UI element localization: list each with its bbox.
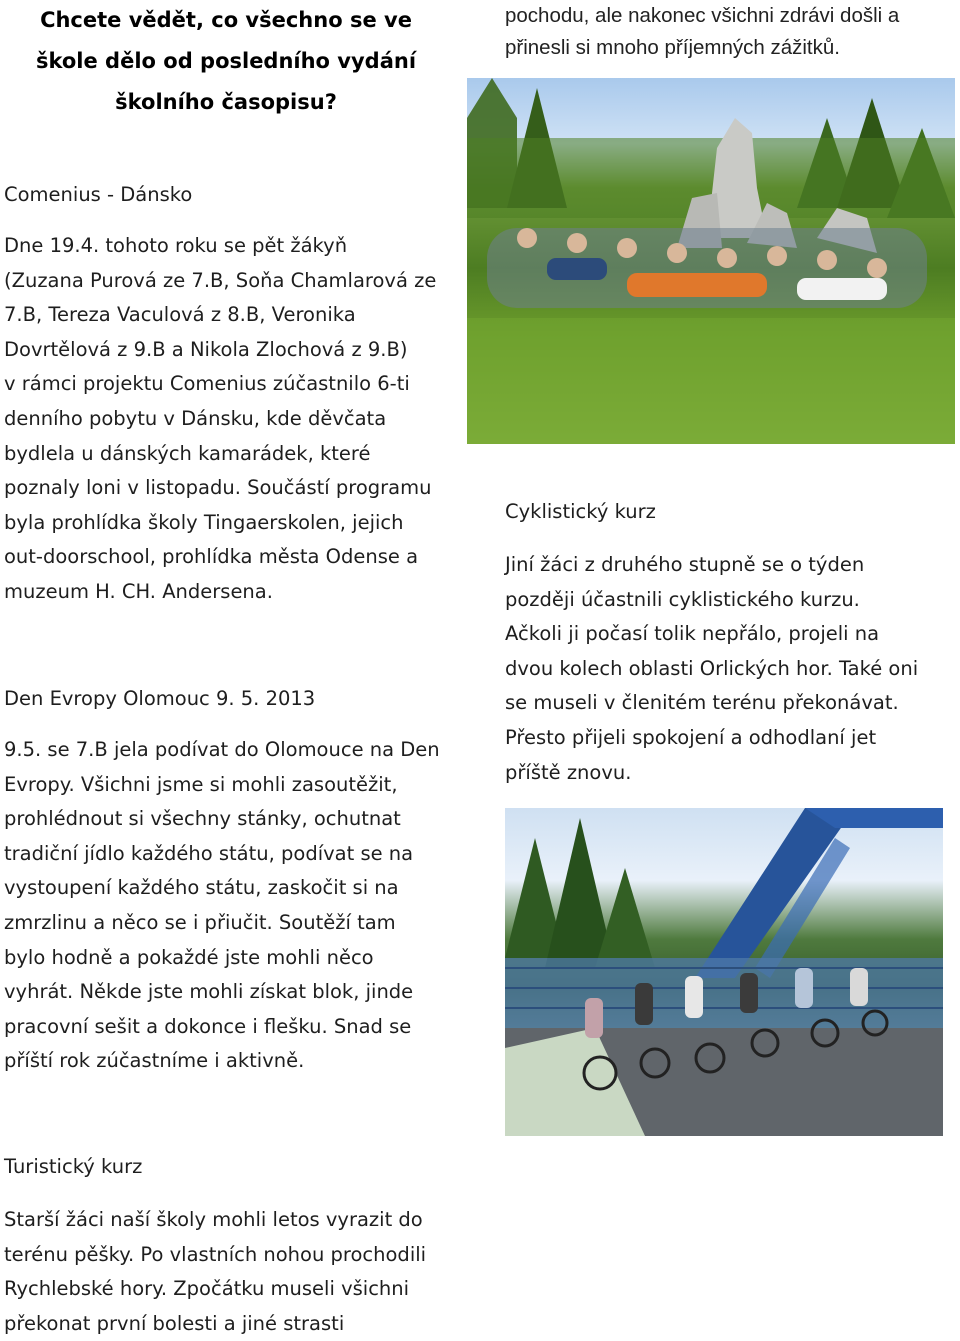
text-line: 9.5. se 7.B jela podívat do Olomouce na Den [4,738,440,761]
text-line: (Zuzana Purová ze 7.B, Soňa Chamlarová ze [4,268,437,292]
text-line: pochodu, ale nakonec všichni zdrávi došli a [505,4,900,27]
headline-line: Chcete vědět, co všechno se ve [40,8,412,32]
text-line: Dne 19.4. tohoto roku se pět žákyň [4,234,348,257]
text-line: v rámci projektu Comenius zúčastnilo 6-ti [4,372,410,396]
text-line: pracovní sešit a dokonce i flešku. Snad se [4,1014,412,1038]
text-line: byla prohlídka školy Tingaerskolen, jejich [4,510,404,534]
text-line: vystoupení každého státu, zaskočit si na [4,876,399,900]
text-line: Rychlebské hory. Zpočátku museli všichni [4,1277,410,1301]
text-line: vyhrát. Někde jste mohli získat blok, jinde [4,980,414,1004]
hiking-group-photo [467,78,955,444]
text-line: Evropy. Všichni jsme si mohli zasoutěžit, [4,772,398,796]
text-line: zmrzlinu a něco se i přiučit. Soutěží tam [4,910,396,934]
hiking-photo-illustration [467,78,955,444]
text-line: Starší žáci naší školy mohli letos vyrazit do [4,1208,423,1231]
text-line: příští rok zúčastníme i aktivně. [4,1049,305,1073]
text-line: 7.B, Tereza Vaculová z 8.B, Veronika [4,303,356,327]
cycling-title: Cyklistický kurz [505,500,656,523]
text-line: terénu pěšky. Po vlastních nohou prochodili [4,1242,427,1266]
comenius-body [4,229,454,610]
hiking-title: Turistický kurz [4,1155,143,1178]
text-line: out-doorschool, prohlídka města Odense a [4,545,419,569]
text-line: později účastnili cyklistického kurzu. [505,587,860,611]
text-line: bylo hodně a pokaždé jste mohli něco [4,945,374,969]
headline-line: škole dělo od posledního vydání [35,49,417,73]
text-line: překonat první bolesti a jiné strasti [4,1311,345,1335]
text-line: přinesli si mnoho příjemných zážitků. [505,36,840,59]
text-line: tradiční jídlo každého státu, podívat se na [4,841,414,865]
text-line: příště znovu. [505,760,632,784]
europe-title: Den Evropy Olomouc 9. 5. 2013 [4,687,316,710]
headline-line: školního časopisu? [115,90,337,114]
comenius-title: Comenius - Dánsko [4,183,193,206]
cycling-photo-illustration [505,808,943,1136]
text-line: Přesto přijeli spokojení a odhodlaní jet [505,725,877,749]
text-line: poznaly loni v listopadu. Součástí programu [4,476,432,500]
text-line: se museli v členitém terénu překonávat. [505,691,899,715]
text-line: denního pobytu v Dánsku, kde děvčata [4,406,387,430]
text-line: dvou kolech oblasti Orlických hor. Také oni [505,656,919,680]
europe-body [4,733,456,1079]
hiking-continuation [505,0,955,64]
text-line: Jiní žáci z druhého stupně se o týden [505,553,865,576]
cycling-group-photo [505,808,943,1136]
text-line: muzeum H. CH. Andersena. [4,579,273,603]
text-line: Dovrtělová z 9.B a Nikola Zlochová z 9.B) [4,337,408,361]
hiking-body [4,1203,456,1341]
text-line: Ačkoli ji počasí tolik nepřálo, projeli na [505,622,880,646]
page-headline [6,0,446,123]
text-line: bydlela u dánských kamarádek, které [4,441,371,465]
text-line: prohlédnout si všechny stánky, ochutnat [4,807,401,831]
cycling-body [505,548,955,790]
